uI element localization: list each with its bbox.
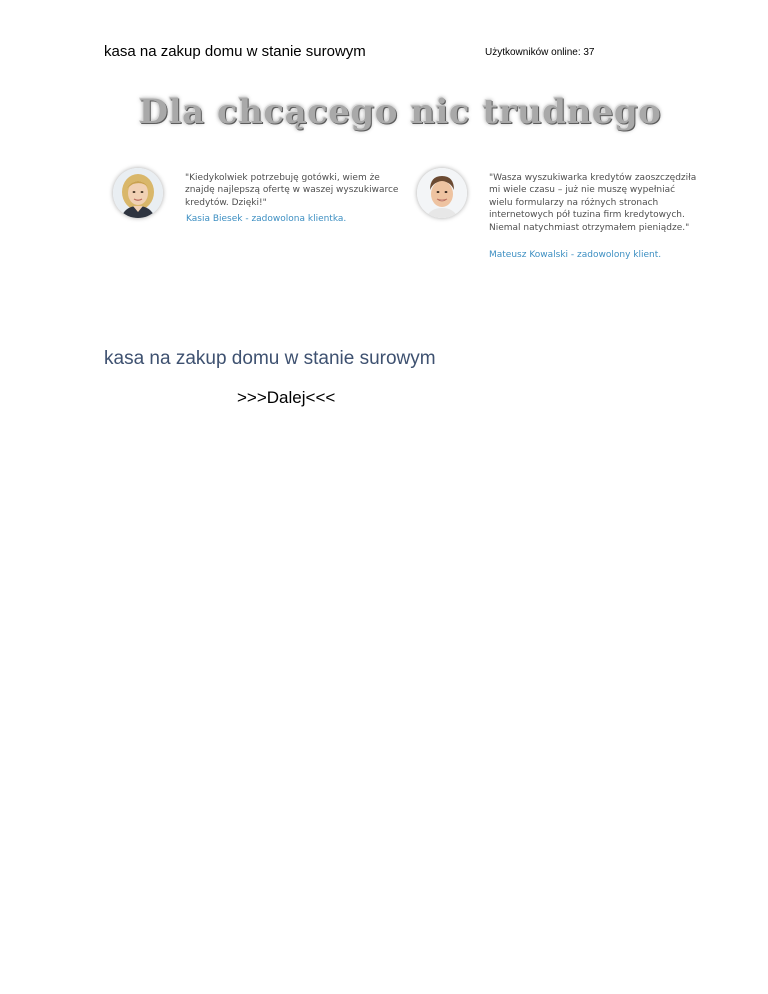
document-header-title: kasa na zakup domu w stanie surowym — [104, 43, 366, 60]
woman-portrait-icon — [113, 168, 163, 218]
man-portrait-icon — [417, 168, 467, 218]
banner-slogan: Dla chcącego nic trudnego — [138, 92, 662, 132]
online-users-counter: Użytkowników online: 37 — [485, 47, 595, 58]
main-heading: kasa na zakup domu w stanie surowym — [104, 348, 436, 369]
testimonial-author-1: Kasia Biesek - zadowolona klientka. — [186, 214, 347, 224]
testimonial-quote-2: "Wasza wyszukiwarka kredytów zaoszczędziła mi wiele czasu – już nie muszę wypełniać wielu formularzy na różnych stronach internetowych pół tuzina firm kredytowych. Niemal natychmiast otrzymałem pieniądze." — [489, 173, 697, 233]
testimonial-banner — [100, 90, 700, 270]
next-link[interactable]: >>>Dalej<<< — [237, 388, 336, 407]
testimonial-author-2: Mateusz Kowalski - zadowolony klient. — [489, 250, 662, 260]
testimonial-quote-1: "Kiedykolwiek potrzebuję gotówki, wiem że znajdę najlepszą ofertę w waszej wyszukiwarce kredytów. Dzięki!" — [185, 173, 399, 208]
